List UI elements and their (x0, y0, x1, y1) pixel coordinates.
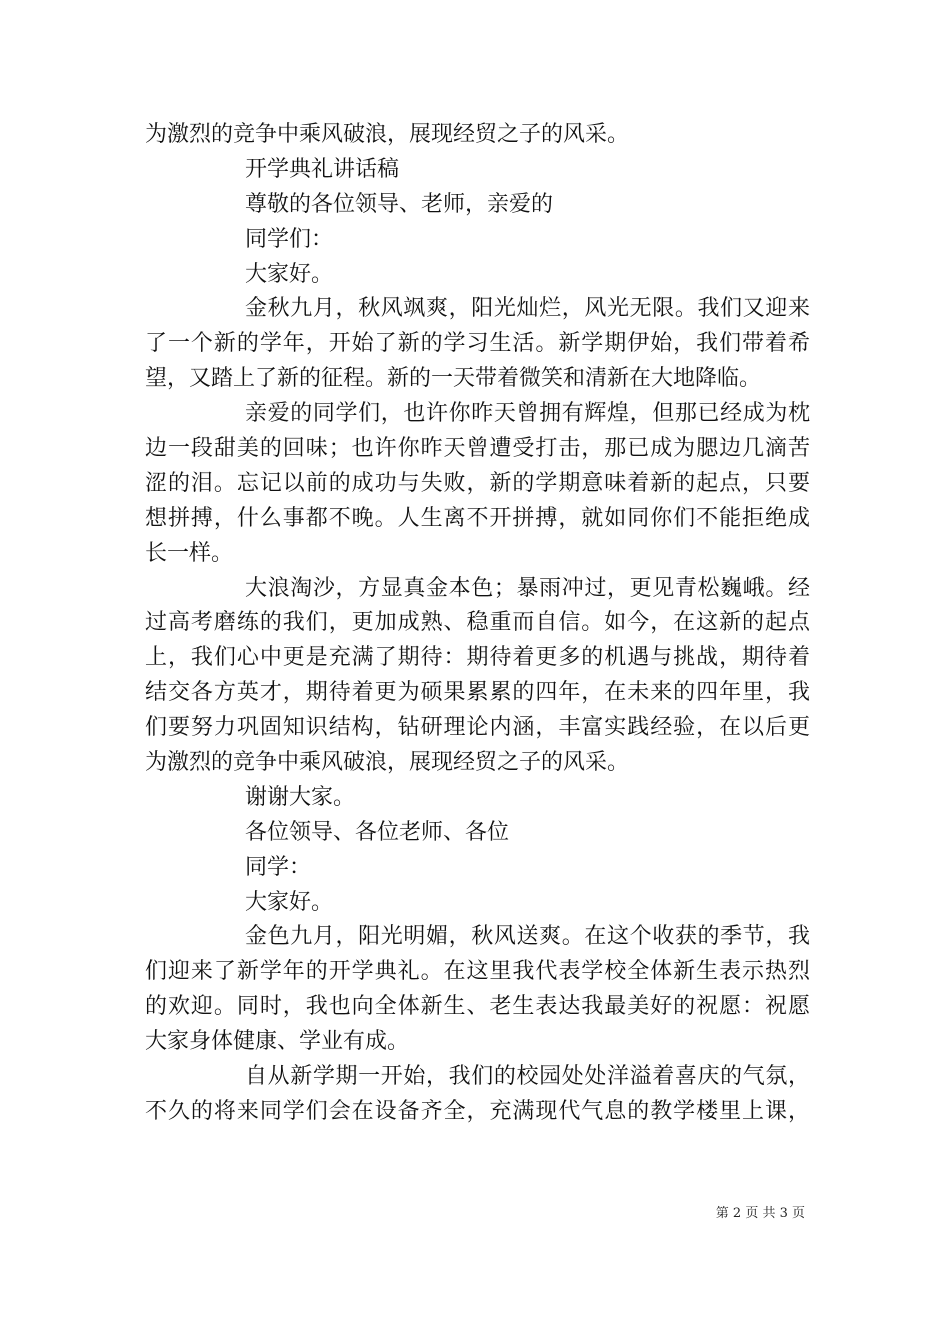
text-line: 开学典礼讲话稿 (245, 156, 400, 182)
text-line: 为激烈的竞争中乘风破浪，展现经贸之子的风采。 (145, 122, 630, 147)
text-line: 上，我们心中更是充满了期待：期待着更多的机遇与挑战，期待着 (145, 645, 810, 671)
text-line: 金色九月，阳光明媚，秋风送爽。在这个收获的季节，我 (245, 924, 810, 950)
text-line: 大浪淘沙，方显真金本色；暴雨冲过，更见青松巍峨。经 (245, 575, 810, 601)
text-line: 各位领导、各位老师、各位 (245, 819, 510, 845)
text-line: 们要努力巩固知识结构，钻研理论内涵，丰富实践经验，在以后更 (145, 715, 810, 741)
document-body (145, 118, 810, 1130)
text-line: 同学们： (245, 226, 334, 252)
text-line: 望，又踏上了新的征程。新的一天带着微笑和清新在大地降临。 (145, 366, 762, 392)
text-line: 大家好。 (245, 889, 334, 915)
text-line: 同学： (245, 854, 312, 880)
text-line: 自从新学期一开始，我们的校园处处洋溢着喜庆的气氛， (245, 1064, 810, 1090)
text-line: 大家身体健康、学业有成。 (145, 1029, 410, 1055)
text-line: 了一个新的学年，开始了新的学习生活。新学期伊始，我们带着希 (145, 331, 810, 357)
text-line: 尊敬的各位领导、老师，亲爱的 (245, 191, 554, 217)
text-line: 为激烈的竞争中乘风破浪，展现经贸之子的风采。 (145, 750, 630, 776)
text-line: 长一样。 (145, 540, 234, 566)
text-line: 金秋九月，秋风飒爽，阳光灿烂，风光无限。我们又迎来 (245, 296, 810, 322)
text-line: 大家好。 (245, 261, 334, 287)
text-line: 们迎来了新学年的开学典礼。在这里我代表学校全体新生表示热烈 (145, 959, 810, 985)
text-line: 结交各方英才，期待着更为硕果累累的四年，在未来的四年里，我 (145, 680, 810, 706)
text-line: 涩的泪。忘记以前的成功与失败，新的学期意味着新的起点，只要 (145, 470, 810, 496)
page-number-footer: 第 2 页 共 3 页 (715, 1206, 805, 1221)
text-line: 亲爱的同学们，也许你昨天曾拥有辉煌，但那已经成为枕 (245, 401, 810, 427)
text-line: 谢谢大家。 (245, 784, 356, 810)
text-line: 不久的将来同学们会在设备齐全，充满现代气息的教学楼里上课， (145, 1098, 810, 1124)
text-line: 边一段甜美的回味；也许你昨天曾遭受打击，那已成为腮边几滴苦 (145, 436, 810, 462)
text-line: 的欢迎。同时，我也向全体新生、老生表达我最美好的祝愿：祝愿 (145, 994, 810, 1020)
text-line: 过高考磨练的我们，更加成熟、稳重而自信。如今，在这新的起点 (145, 610, 810, 636)
text-line: 想拼搏，什么事都不晚。人生离不开拼搏，就如同你们不能拒绝成 (145, 505, 810, 531)
